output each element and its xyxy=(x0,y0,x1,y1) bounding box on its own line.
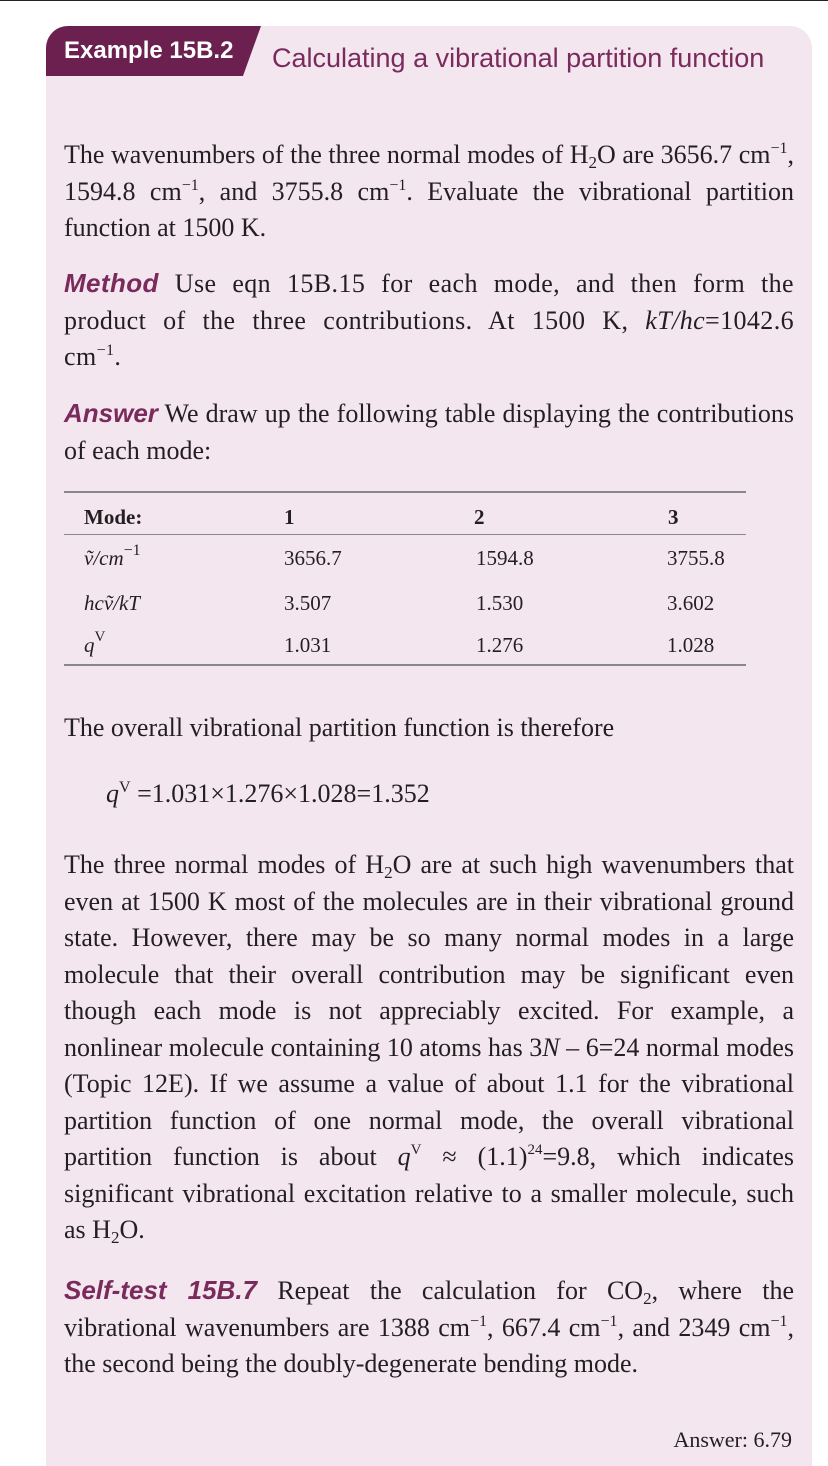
table-header-rule xyxy=(64,534,746,535)
intro-paragraph: The wavenumbers of the three normal modes of $H_2O$ are 3656.7 $cm^{-1}$, 1594.8 $cm^{-1}$, and 3755.8 $cm^{-1}$. Evaluate the vibrational partition function at 1500 K. xyxy=(64,140,795,242)
table-row-label: $ṽ/cm^{-1}$ xyxy=(84,542,141,570)
table-cell: 3755.8 xyxy=(667,546,725,570)
table-cell: 1.530 xyxy=(476,591,524,615)
table-cell: 1.031 xyxy=(284,633,332,657)
self-test-answer: Answer: 6.79 xyxy=(673,1427,792,1452)
table-cell: 3.507 xyxy=(284,591,332,615)
answer-heading: Answer xyxy=(64,398,158,428)
table-cell: 1594.8 xyxy=(476,546,534,570)
self-test-paragraph: Self-test 15B.7 Repeat the calculation for $CO_2$, where the vibrational wavenumbers are 1388 $cm^{-1}$, 667.4 $cm^{-1}$, and 2349 $cm^{-1}$, the second being the doubly-degenerate bending mode. xyxy=(64,1275,795,1378)
method-paragraph: Method Use eqn 15B.15 for each mode, and then form the product of the three contributions. At 1500 K, kT/hc=1042.6 $cm^{-1}$. xyxy=(64,268,794,371)
overall-text: The overall vibrational partition function is therefore xyxy=(64,713,615,742)
table-header-mode-2: 2 xyxy=(474,505,485,529)
example-tag-label: Example 15B.2 xyxy=(46,26,243,76)
table-header-mode-1: 1 xyxy=(284,505,295,529)
table-cell: 3.602 xyxy=(667,591,715,615)
answer-paragraph: Answer We draw up the following table displaying the contributions of each mode: xyxy=(64,398,794,465)
method-heading: Method xyxy=(64,268,159,298)
table-bottom-rule xyxy=(64,664,746,666)
table-cell: 3656.7 xyxy=(284,546,342,570)
self-test-heading: Self-test 15B.7 xyxy=(64,1275,258,1305)
overall-equation: $q^V =1.031\times 1.276\times 1.028=1.352$ xyxy=(106,779,430,808)
table-row-label: $q^V$ xyxy=(84,629,106,657)
discussion-paragraph: The three normal modes of $H_2O$ are at such high wavenumbers that even at 1500 K most of the molecules are in their vibrational ground state. However, there may be so many normal modes in a large molecule that their overall contribution may be significant even though each mode is not appreciably excited. For example, a nonlinear molecule containing 10 atoms has 3N – 6=24 normal modes (Topic 12E). If we assume a value of about 1.1 for the vibrational partition function of one normal mode, the overall vibrational partition function is about $q^V \approx (1.1)^{24}=9.8$, which indicates significant vibrational excitation relative to a smaller molecule, such as $H_2O$. xyxy=(64,850,794,1247)
top-rule xyxy=(0,0,828,1)
table-row-label: hcṽ/kT xyxy=(84,591,140,615)
table-header-label: Mode: xyxy=(84,505,143,529)
table-cell: 1.276 xyxy=(476,633,524,657)
table-top-rule xyxy=(64,491,746,493)
table-cell: 1.028 xyxy=(667,633,715,657)
table-header-mode-3: 3 xyxy=(668,505,679,529)
example-title: Calculating a vibrational partition function xyxy=(272,43,765,73)
